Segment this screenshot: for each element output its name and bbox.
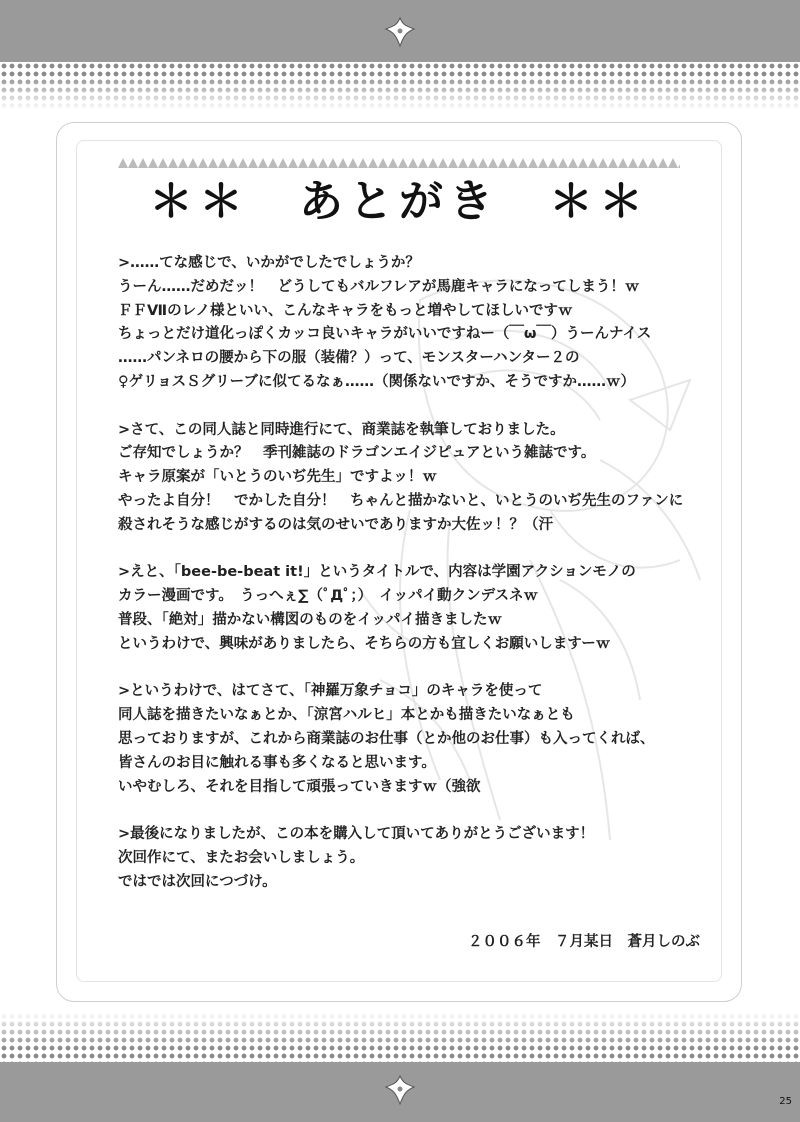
triangle-mark bbox=[198, 158, 208, 168]
halftone-dots-top bbox=[0, 62, 800, 110]
text-line: >さて、この同人誌と同時進行にて、商業誌を執筆しておりました。 bbox=[118, 421, 565, 438]
triangle-border bbox=[118, 156, 680, 170]
triangle-mark bbox=[448, 158, 458, 168]
triangle-mark bbox=[268, 158, 278, 168]
text-line: ＦＦⅦのレノ様といい、こんなキャラをもっと増やしてほしいですｗ bbox=[118, 302, 573, 319]
text-line: ……パンネロの腰から下の服（装備？）って、モンスターハンター２の bbox=[118, 350, 580, 367]
triangle-mark bbox=[218, 158, 228, 168]
triangle-mark bbox=[238, 158, 248, 168]
triangle-mark bbox=[558, 158, 568, 168]
triangle-mark bbox=[158, 158, 168, 168]
triangle-mark bbox=[638, 158, 648, 168]
text-line: >……てな感じで、いかがでしたでしょうか？ bbox=[118, 255, 420, 271]
text-line: ちょっとだけ道化っぽくカッコ良いキャラがいいですねー（￣ω￣）うーんナイス bbox=[118, 326, 652, 343]
text-line: ではでは次回につづけ。 bbox=[118, 873, 277, 890]
text-line: キャラ原案が「いとうのいぢ先生」ですよッ！ｗ bbox=[118, 469, 437, 486]
triangle-mark bbox=[658, 158, 668, 168]
text-line: いやむしろ、それを目指して頑張っていきますｗ（強欲 bbox=[118, 778, 481, 795]
triangle-mark bbox=[488, 158, 498, 168]
paragraph bbox=[118, 680, 718, 799]
triangle-mark bbox=[328, 158, 338, 168]
triangle-mark bbox=[668, 158, 678, 168]
page-title: ＊＊ あとがき ＊＊ bbox=[149, 176, 649, 227]
text-line: 思っておりますが、これから商業誌のお仕事（とか他のお仕事）も入ってくれば、 bbox=[118, 730, 655, 747]
triangle-mark bbox=[258, 158, 268, 168]
text-line: >えと、「bee-be-beat it!」というタイトルで、内容は学園アクションモノの bbox=[118, 564, 636, 581]
triangle-mark bbox=[288, 158, 298, 168]
triangle-mark bbox=[478, 158, 488, 168]
triangle-mark bbox=[408, 158, 418, 168]
triangle-mark bbox=[568, 158, 578, 168]
triangle-mark bbox=[368, 158, 378, 168]
text-line: やったよ自分！ でかした自分！ ちゃんと描かないと、いとうのいぢ先生のファンに bbox=[118, 492, 684, 509]
triangle-mark bbox=[278, 158, 288, 168]
text-line: >というわけで、はてさて、「神羅万象チョコ」のキャラを使って bbox=[118, 683, 543, 700]
triangle-mark bbox=[428, 158, 438, 168]
flower-ornament-icon bbox=[384, 16, 416, 48]
triangle-mark bbox=[438, 158, 448, 168]
triangle-mark bbox=[398, 158, 408, 168]
text-line: 殺されそうな感じがするのは気のせいでありますか大佐ッ！？（汗 bbox=[118, 516, 553, 533]
page-number: 25 bbox=[779, 1096, 792, 1107]
triangle-mark bbox=[148, 158, 158, 168]
triangle-mark bbox=[348, 158, 358, 168]
triangle-mark bbox=[518, 158, 528, 168]
triangle-mark bbox=[508, 158, 518, 168]
text-line: うーん……だめだッ！ どうしてもバルフレアが馬鹿キャラになってしまう！ｗ bbox=[118, 278, 640, 295]
triangle-mark bbox=[118, 158, 128, 168]
triangle-mark bbox=[618, 158, 628, 168]
triangle-mark bbox=[588, 158, 598, 168]
triangle-mark bbox=[498, 158, 508, 168]
text-line: 普段、「絶対」描かない構図のものをイッパイ描きましたｗ bbox=[118, 611, 502, 628]
text-line: 次回作にて、またお会いしましょう。 bbox=[118, 849, 365, 866]
triangle-mark bbox=[178, 158, 188, 168]
triangle-mark bbox=[188, 158, 198, 168]
triangle-mark bbox=[538, 158, 548, 168]
triangle-mark bbox=[358, 158, 368, 168]
text-line: というわけで、興味がありましたら、そちらの方も宜しくお願いしますーｗ bbox=[118, 635, 611, 652]
triangle-mark bbox=[208, 158, 218, 168]
triangle-mark bbox=[458, 158, 468, 168]
triangle-mark bbox=[678, 158, 680, 168]
triangle-mark bbox=[578, 158, 588, 168]
triangle-mark bbox=[318, 158, 328, 168]
signature: ２００６年 ７月某日 蒼月しのぶ bbox=[468, 934, 700, 950]
paragraph bbox=[118, 419, 718, 538]
text-line: ♀ゲリョスＳグリーブに似てるなぁ……（関係ないですか、そうですか……ｗ） bbox=[118, 373, 635, 390]
triangle-mark bbox=[308, 158, 318, 168]
triangle-mark bbox=[378, 158, 388, 168]
text-line: 同人誌を描きたいなぁとか、「涼宮ハルヒ」本とかも描きたいなぁとも bbox=[118, 707, 575, 724]
text-line: ご存知でしょうか？ 季刊雑誌のドラゴンエイジピュアという雑誌です。 bbox=[118, 445, 596, 462]
triangle-mark bbox=[388, 158, 398, 168]
flower-ornament-icon bbox=[384, 1074, 416, 1106]
triangle-mark bbox=[338, 158, 348, 168]
triangle-mark bbox=[598, 158, 608, 168]
triangle-mark bbox=[608, 158, 618, 168]
text-line: >最後になりましたが、この本を購入して頂いてありがとうございます！ bbox=[118, 826, 595, 843]
paragraph bbox=[118, 561, 718, 656]
paragraph bbox=[118, 252, 718, 395]
halftone-dots-bottom bbox=[0, 1012, 800, 1062]
triangle-mark bbox=[298, 158, 308, 168]
text-line: カラー漫画です。 うっへぇ∑（ﾟДﾟ；） イッパイ動クンデスネｗ bbox=[118, 588, 539, 605]
triangle-mark bbox=[168, 158, 178, 168]
triangle-mark bbox=[248, 158, 258, 168]
triangle-mark bbox=[528, 158, 538, 168]
triangle-mark bbox=[138, 158, 148, 168]
triangle-mark bbox=[468, 158, 478, 168]
afterword-body bbox=[118, 252, 718, 918]
triangle-mark bbox=[418, 158, 428, 168]
triangle-mark bbox=[228, 158, 238, 168]
triangle-mark bbox=[628, 158, 638, 168]
paragraph bbox=[118, 823, 718, 894]
triangle-mark bbox=[548, 158, 558, 168]
text-line: 皆さんのお目に触れる事も多くなると思います。 bbox=[118, 754, 436, 771]
triangle-mark bbox=[648, 158, 658, 168]
triangle-mark bbox=[128, 158, 138, 168]
